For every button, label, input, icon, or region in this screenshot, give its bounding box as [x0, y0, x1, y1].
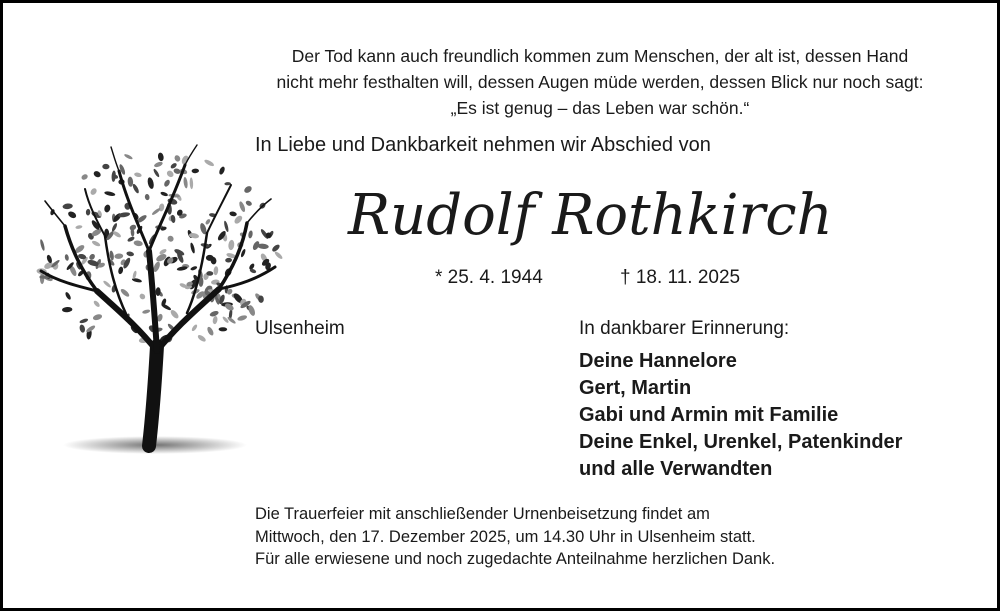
tree-leaf	[93, 300, 101, 308]
tree-leaf	[170, 162, 178, 169]
tree-leaf	[213, 266, 218, 275]
tree-leaf	[238, 201, 246, 213]
tree-leaf	[197, 334, 207, 343]
tree-leaf	[174, 154, 182, 162]
tree-leaf	[189, 177, 193, 189]
quote-block	[193, 43, 1000, 121]
tree-leaf	[173, 168, 182, 175]
farewell-intro: In Liebe und Dankbarkeit nehmen wir Abschied von	[255, 134, 711, 156]
memory-label: In dankbarer Erinnerung:	[579, 318, 790, 339]
tree-leaf	[222, 316, 230, 324]
tree-leaf	[138, 293, 146, 301]
tree-leaf	[93, 170, 102, 179]
tree-leaf	[153, 168, 161, 178]
tree-leaf	[80, 173, 88, 181]
mourners-list	[579, 348, 902, 483]
tree-leaf	[157, 152, 164, 162]
tree-leaf	[237, 314, 248, 321]
tree-leaf	[142, 309, 151, 314]
tree-leaf	[134, 172, 142, 178]
tree-leaf	[245, 200, 253, 207]
tree-leaf	[166, 169, 175, 178]
tree-leaf	[111, 222, 118, 232]
tree-leaf	[86, 209, 91, 216]
tree-leaf	[153, 161, 163, 168]
deceased-name: Rudolf Rothkirch	[348, 183, 833, 248]
tree-leaf	[228, 239, 235, 250]
tree-leaf	[103, 204, 111, 213]
tree-leaf	[271, 243, 281, 253]
tree-leaf	[64, 291, 71, 300]
tree-leaf	[102, 280, 111, 289]
quote-line-1: Der Tod kann auch freundlich kommen zum Menschen, der alt ist, dessen Hand	[291, 46, 909, 66]
tree-leaf	[92, 313, 103, 321]
tree-leaf	[126, 251, 134, 257]
tree-leaf	[127, 236, 135, 243]
tree-leaf	[243, 185, 253, 195]
tree-leaf	[169, 309, 180, 320]
tree-leaf	[102, 164, 110, 170]
tree-leaf	[144, 194, 150, 201]
quote-line-3: „Es ist genug – das Leben war schön.“	[450, 98, 750, 118]
tree-leaf	[190, 242, 196, 254]
notice-line-2: Mittwoch, den 17. Dezember 2025, um 14.30 Uhr in Ulsenheim statt.	[255, 527, 756, 546]
tree-leaf	[248, 230, 254, 239]
tree-leaf	[39, 239, 45, 251]
tree-leaf	[163, 179, 171, 188]
tree-leaf	[227, 316, 237, 325]
tree-leaf	[190, 265, 198, 271]
tree-leaf	[62, 307, 73, 313]
tree-leaf	[67, 210, 77, 219]
tree-leaf	[91, 240, 101, 248]
tree-leaf	[191, 324, 198, 332]
birth-date: * 25. 4. 1944	[435, 267, 543, 288]
mourner-entry: und alle Verwandten	[579, 458, 773, 480]
tree-leaf	[124, 153, 134, 160]
mourner-entry: Deine Hannelore	[579, 350, 737, 372]
notice-line-1: Die Trauerfeier mit anschließender Urnenbeisetzung findet am	[255, 505, 710, 523]
tree-leaf	[151, 207, 161, 216]
tree-leaf	[274, 251, 284, 260]
mourner-entry: Gert, Martin	[579, 377, 692, 399]
tree-leaf	[166, 234, 174, 242]
tree-leaf	[133, 240, 143, 247]
tree-leaf	[89, 187, 98, 196]
tree-leaf	[132, 183, 140, 194]
mourner-entry: Gabi und Armin mit Familie	[579, 404, 839, 426]
tree-leaf	[120, 288, 131, 298]
tree-leaf	[225, 258, 232, 263]
tree-leaf	[229, 211, 237, 217]
funeral-notice	[255, 503, 775, 571]
tree-icon	[27, 141, 289, 461]
tree-leaf	[104, 191, 116, 197]
tree-leaf	[114, 253, 123, 259]
quote-line-2: nicht mehr festhalten will, dessen Augen müde werden, dessen Blick nur noch sagt:	[276, 72, 924, 92]
tree-leaf	[46, 254, 53, 264]
tree-leaf	[132, 270, 137, 279]
tree-leaf	[160, 191, 169, 197]
tree-leaf	[147, 177, 155, 190]
tree-leaf	[75, 225, 83, 230]
tree-leaf	[79, 324, 86, 333]
tree-leaf	[209, 310, 219, 318]
tree-leaf	[206, 326, 215, 337]
tree-leaf	[212, 316, 218, 325]
tree-leaf	[183, 177, 188, 189]
death-date: † 18. 11. 2025	[620, 267, 741, 288]
tree-leaf	[79, 318, 89, 324]
tree-leaf	[218, 166, 226, 176]
tree-leaf	[223, 220, 229, 232]
tree-leaf	[192, 168, 200, 173]
tree-leaf	[203, 158, 214, 167]
tree-leaf	[127, 176, 133, 187]
tree-leaf	[64, 254, 69, 261]
tree-leaf	[219, 327, 228, 331]
place-name: Ulsenheim	[255, 318, 345, 339]
tree-leaf	[111, 170, 116, 182]
tree-leaf	[88, 253, 96, 261]
tree-leaf	[62, 203, 73, 210]
notice-line-3: Für alle erwiesene und noch zugedachte Anteilnahme herzlichen Dank.	[255, 550, 776, 568]
tree-leaf	[118, 266, 124, 274]
mourner-entry: Deine Enkel, Urenkel, Patenkinder	[579, 431, 903, 453]
